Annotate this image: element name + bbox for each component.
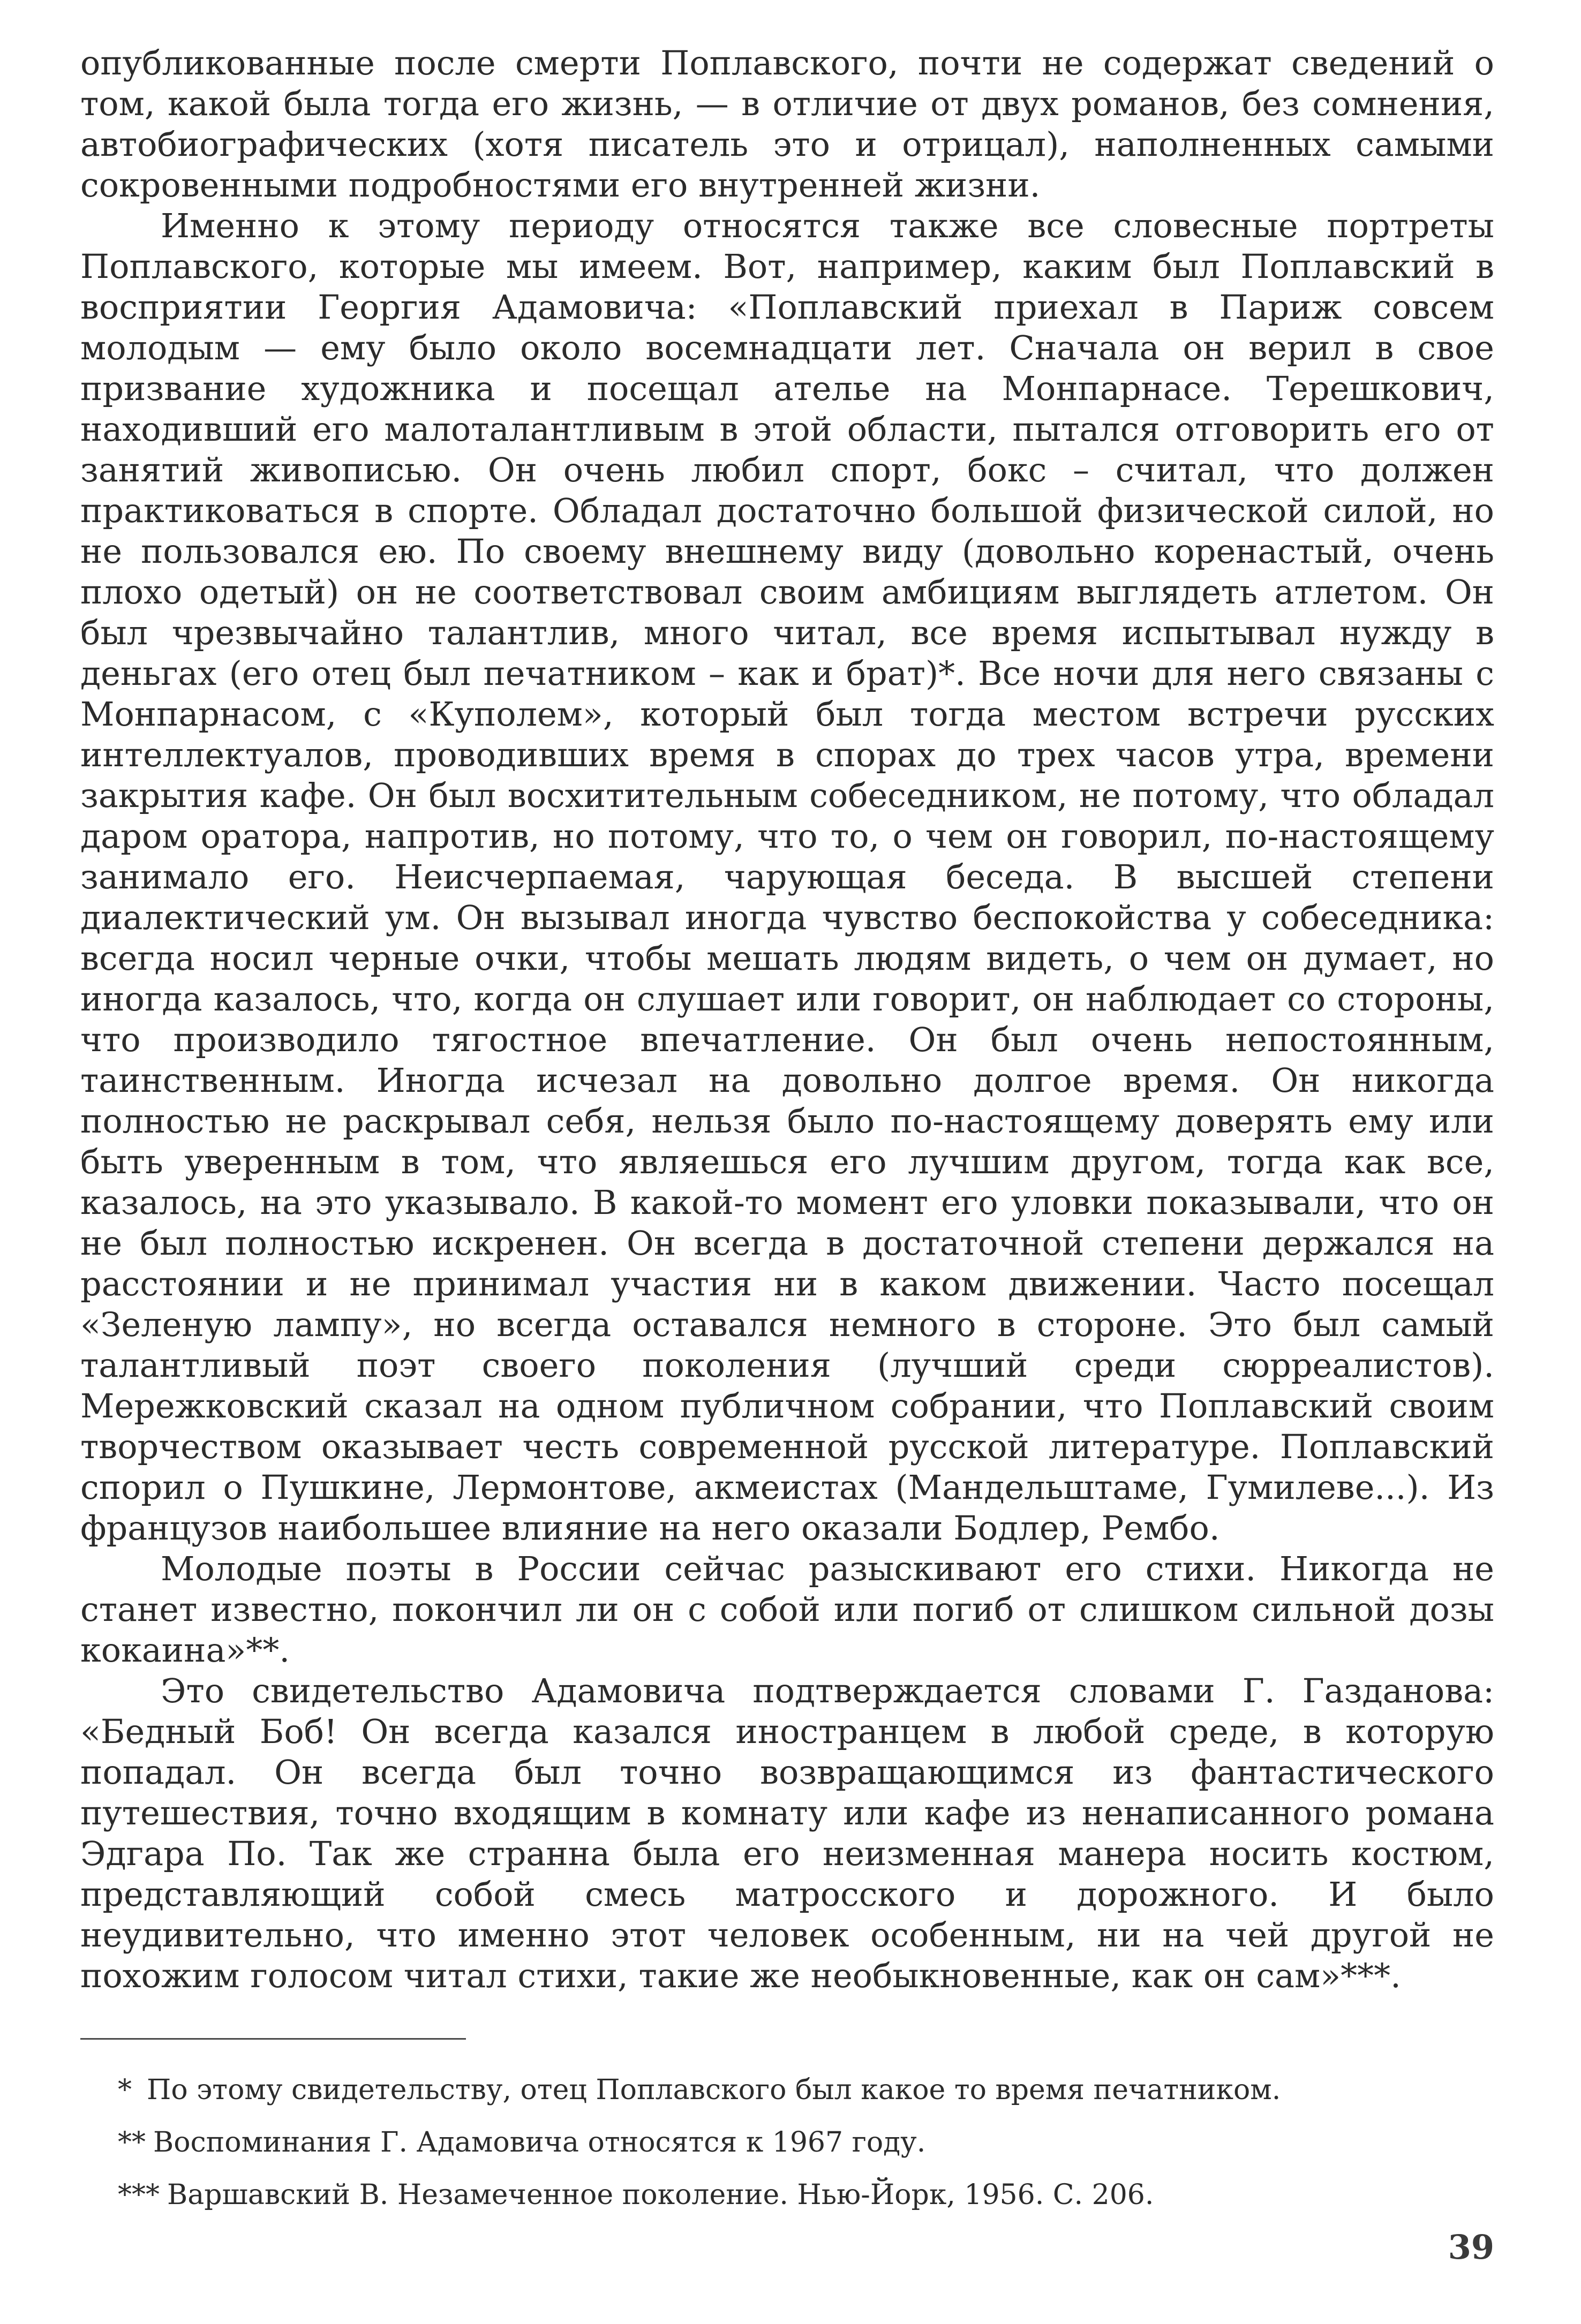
- footnotes: [80, 2073, 1494, 2212]
- paragraph-young-poets: Молодые поэты в России сейчас разыскивают его стихи. Никогда не станет известно, покончил ли он с собой или погиб от слишком сильной дозы кокаина»**.: [80, 1549, 1494, 1670]
- footnote-divider: [80, 2038, 466, 2040]
- page-number: 39: [1448, 2228, 1494, 2267]
- main-text: [80, 43, 1494, 1996]
- paragraph-adamovich-portrait: Именно к этому периоду относятся также все словесные портреты Поплавского, которые мы имеем. Вот, например, каким был Поплавский в восприятии Георгия Адамовича: «Поплавский приехал в Париж совсем молодым — ему было около восемнадцати лет. Сначала он верил в свое призвание художника и посещал ателье на Монпарнасе. Терешкович, находивший его малоталантливым в этой области, пытался отговорить его от занятий живописью. Он очень любил спорт, бокс – считал, что должен практиковаться в спорте. Обладал достаточно большой физической силой, но не пользовался ею. По своему внешнему виду (довольно коренастый, очень плохо одетый) он не соответствовал своим амбициям выглядеть атлетом. Он был чрезвычайно талантлив, много читал, все время испытывал нужду в деньгах (его отец был печатником – как и брат)*. Все ночи для него связаны с Монпарнасом, с «Куполем», который был тогда местом встречи русских интеллектуалов, проводивших время в спорах до трех часов утра, времени закрытия кафе. Он был восхитительным собеседником, не потому, что обладал даром оратора, напротив, но потому, что то, о чем он говорил, по-настоящему занимало его. Неисчерпаемая, чарующая беседа. В высшей степени диалектический ум. Он вызывал иногда чувство беспокойства у собеседника: всегда носил черные очки, чтобы мешать людям видеть, о чем он думает, но иногда казалось, что, когда он слушает или говорит, он наблюдает со стороны, что производило тягостное впечатление. Он был очень непостоянным, таинственным. Иногда исчезал на довольно долгое время. Он никогда полностью не раскрывал себя, нельзя было по-настоящему доверять ему или быть уверенным в том, что являешься его лучшим другом, тогда как все, казалось, на это указывало. В какой-то момент его уловки показывали, что он не был полностью искренен. Он всегда в достаточной степени держался на расстоянии и не принимал участия ни в каком движении. Часто посещал «Зеленую лампу», но всегда оставался немного в стороне. Это был самый талантливый поэт своего поколения (лучший среди сюрреалистов). Мережковский сказал на одном публичном собрании, что Поплавский своим творчеством оказывает честь современной русской литературе. Поплавский спорил о Пушкине, Лермонтове, акмеистах (Мандельштаме, Гумилеве...). Из французов наибольшее влияние на него оказали Бодлер, Рембо.: [80, 206, 1494, 1548]
- footnote-marker: **: [118, 2126, 146, 2159]
- book-page: [80, 43, 1494, 2303]
- footnote-text: Воспоминания Г. Адамовича относятся к 1967 году.: [153, 2126, 926, 2159]
- footnote-marker: ***: [118, 2179, 160, 2211]
- footnote-text: По этому свидетельству, отец Поплавского был какое то время печатником.: [147, 2074, 1281, 2106]
- footnote-text: Варшавский В. Незамеченное поколение. Нью-Йорк, 1956. С. 206.: [167, 2179, 1154, 2211]
- paragraph-continuation: опубликованные после смерти Поплавского, почти не содержат сведений о том, какой была тогда его жизнь, — в отличие от двух романов, без сомнения, автобиографических (хотя писатель это и отрицал), наполненных самыми сокровенными подробностями его внутренней жизни.: [80, 43, 1494, 205]
- paragraph-gazdanov: Это свидетельство Адамовича подтверждается словами Г. Газданова: «Бедный Боб! Он всегда казался иностранцем в любой среде, в которую попадал. Он всегда был точно возвращающимся из фантастического путешествия, точно входящим в комнату или кафе из ненаписанного романа Эдгара По. Так же странна была его неизменная манера носить костюм, представляющий собой смесь матросского и дорожного. И было неудивительно, что именно этот человек особенным, ни на чей другой не похожим голосом читал стихи, такие же необыкновенные, как он сам»***.: [80, 1671, 1494, 1995]
- footnote-1: * По этому свидетельству, отец Поплавского был какое то время печатником.: [118, 2074, 1281, 2106]
- footnote-2: [80, 2125, 1494, 2160]
- footnote-3: [80, 2178, 1494, 2212]
